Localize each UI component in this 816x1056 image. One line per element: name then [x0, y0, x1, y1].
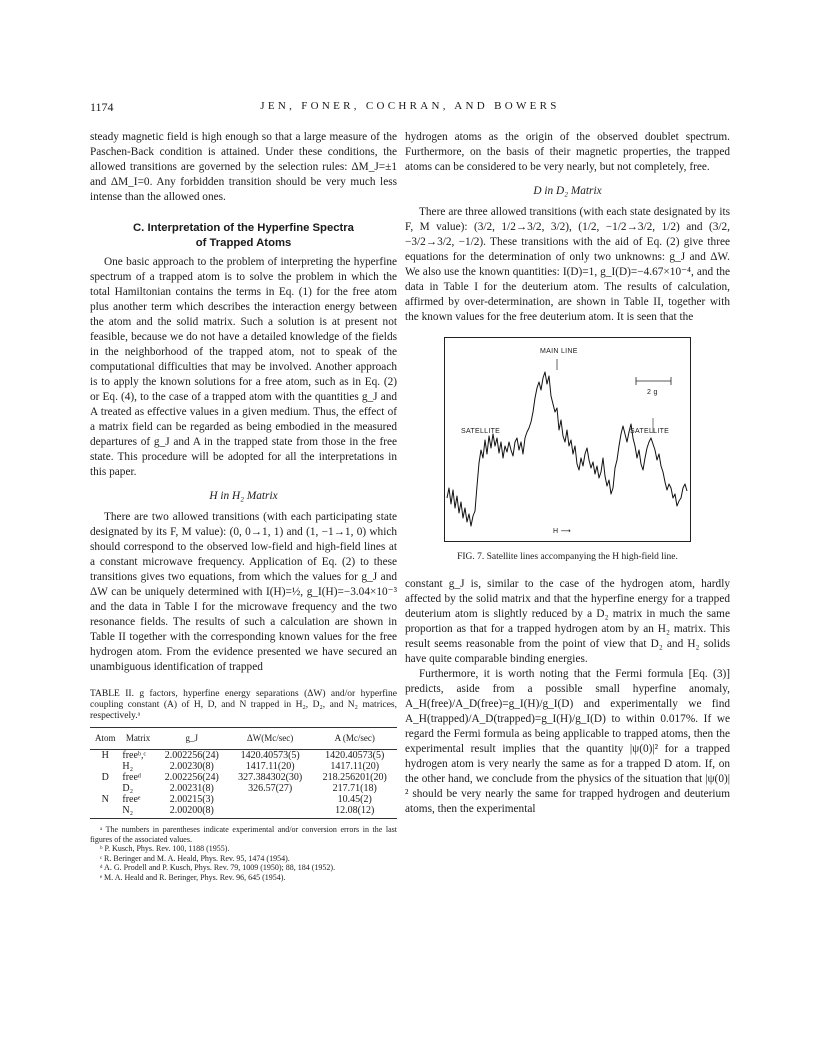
table-row — [90, 772, 397, 783]
table-cell: 1420.40573(5) — [240, 750, 300, 761]
header-a: A (Mc/sec) — [312, 728, 397, 750]
table-caption: TABLE II. g factors, hyperfine energy separations (ΔW) and/or hyperfine coupling constant (A) of H, D, and N trapped in H₂, D₂, and N₂ matrices, respectively.ᵃ — [90, 689, 397, 721]
table-cell — [228, 805, 313, 819]
footnote: ᶜ R. Beringer and M. A. Heald, Phys. Rev. 95, 1474 (1954). — [100, 853, 290, 863]
table-row — [90, 794, 397, 805]
table-cell: 2.00231(8) — [169, 783, 214, 794]
footnote: ᵃ The numbers in parentheses indicate experimental and/or conversion errors in the last figures of the associated values. — [90, 825, 397, 844]
data-table — [90, 727, 397, 819]
section-heading-line-2: of Trapped Atoms — [195, 237, 292, 249]
label-satellite-left: SATELLITE — [461, 428, 501, 435]
table-cell: H₂ — [122, 761, 134, 772]
table-row — [90, 783, 397, 794]
paragraph-paschen-back: steady magnetic field is high enough so that a large measure of the Paschen-Back condition is attained. Under these conditions, the allowed transitions are governed by the selection rules: ΔM_J=±1 and ΔM_I=0. Any forbidden transition should be very much less intense than the allowed ones. — [90, 131, 397, 203]
table-cell: D₂ — [122, 783, 134, 794]
footnote: ᵉ M. A. Heald and R. Beringer, Phys. Rev. 96, 645 (1954). — [100, 872, 286, 882]
footnote: ᵇ P. Kusch, Phys. Rev. 100, 1188 (1955). — [100, 844, 230, 853]
label-field-direction: H ⟶ — [553, 528, 571, 535]
header-delta-w: ΔW(Mc/sec) — [228, 728, 313, 750]
table-row — [90, 750, 397, 762]
paragraph-doublet: hydrogen atoms as the origin of the observed doublet spectrum. Furthermore, on the basis of their magnetic properties, the trapped atoms can be considered to be very nearly, but not completely, free. — [405, 131, 730, 173]
table-cell: 2.00215(3) — [169, 794, 214, 805]
table-cell: freeᵇ,ᶜ — [122, 750, 147, 761]
table-cell: 1420.40573(5) — [325, 750, 385, 761]
table-cell: 2.00230(8) — [169, 761, 214, 772]
table-cell: 2.002256(24) — [164, 772, 219, 783]
right-column — [405, 130, 730, 817]
paragraph-interpretation: One basic approach to the problem of interpreting the hyperfine spectrum of a trapped atom is to solve the problem in which the total Hamiltonian contains the terms in Eq. (1) for the free atom plus another term which describes the interaction energy between the atom and the solid matrix. Such a solution is at present not feasible, because we do not have a detailed knowledge of the fields in the neighborhood of the trapped atom, not to speak of the computational difficulties that may be involved. Another approach is to apply the known solutions for a free atom, such as in Eq. (2) or Eq. (4), to the case of a trapped atom with the quantities g_J and A treated as effective values in a given medium. Thus, the effect of a matrix field can be regarded as being embodied in the measured departures of g_J and A in the trapped state from those in the free state. This procedure will be adopted for all the interpretations in this paper. — [90, 256, 397, 478]
header-gj: g_J — [156, 728, 228, 750]
table-cell: 1417.11(20) — [245, 761, 295, 772]
label-main-line: MAIN LINE — [540, 348, 578, 355]
table-cell — [90, 783, 120, 794]
paragraph-coupling-constant: constant g_J is, similar to the case of the hydrogen atom, hardly affected by the solid matrix and that the hyperfine energy for a trapped deuterium atom is slightly reduced by a D₂ matrix in much the same proportion as that for a trapped hydrogen atom by an H₂ matrix. This result seems reasonable from the point of view that D₂ and H₂ solids have quite comparable binding energies. — [405, 578, 730, 665]
table-cell: 2.002256(24) — [164, 750, 219, 761]
table-footnotes — [90, 825, 397, 882]
left-column — [90, 130, 397, 882]
table-cell — [90, 761, 120, 772]
table-row — [90, 805, 397, 819]
table-cell: 326.57(27) — [248, 783, 293, 794]
table-cell: 2.00200(8) — [156, 805, 228, 819]
table-cell: 12.08(12) — [312, 805, 397, 819]
spectrum-trace-graphic — [445, 338, 690, 541]
table-cell: 10.45(2) — [337, 794, 372, 805]
table-cell — [228, 794, 313, 805]
table-cell: 327.384302(30) — [238, 772, 303, 783]
table-row — [90, 761, 397, 772]
table-cell: 1417.11(20) — [330, 761, 380, 772]
label-satellite-right: SATELLITE — [630, 428, 670, 435]
table-cell: 217.71(18) — [332, 783, 377, 794]
section-heading — [90, 221, 397, 251]
table-cell: D — [101, 772, 109, 783]
table-cell: N₂ — [120, 805, 155, 819]
label-scale: 2 g — [647, 389, 658, 396]
paragraph-h-transitions: There are two allowed transitions (with each participating state designated by its F, M value): (0, 0→1, 1) and (1, −1→1, 0) which should correspond to the observed low-field and high-field lines at a constant microwave frequency. Application of Eq. (2) to these transitions gives two equations, from which the values for g_J and ΔW can be uniquely determined with I(H)=½, g_I(H)=−3.04×10⁻³ and the data in Table I for the microwave frequency and the two resonance fields. The results of such a calculation are shown in Table II together with the corresponding known values for the free hydrogen atom. From the evidence presented we have secured an unambiguous identification of trapped — [90, 511, 397, 673]
header-matrix: Matrix — [120, 728, 155, 750]
section-heading-line-1: C. Interpretation of the Hyperfine Spectra — [133, 222, 354, 234]
paragraph-fermi-formula: Furthermore, it is worth noting that the Fermi formula [Eq. (3)] predicts, aside from a possible small hyperfine anomaly, A_H(free)/A_D(free)=g_I(H)/g_I(D) and experimentally we find A_H(trapped)/A_D(trapped)=g_I(H)/g_I(D) to within 0.017%. If we regard the Fermi formula as being applicable to trapped atoms, then the experimental result implies that the quantity |ψ(0)|² for a trapped hydrogen atom is very nearly the same as for a trapped D atom. If, on the other hand, we conclude from the physics of the situation that |ψ(0)|² should be very nearly the same for trapped hydrogen and deuterium atoms, then the experimental — [405, 668, 730, 815]
figure-satellite-lines — [444, 337, 691, 542]
table-cell — [90, 805, 120, 819]
table-cell: 218.256201(20) — [322, 772, 387, 783]
running-header — [90, 100, 730, 116]
figure-caption: FIG. 7. Satellite lines accompanying the H high-field line. — [457, 552, 678, 562]
footnote: ᵈ A. G. Prodell and P. Kusch, Phys. Rev. 79, 1009 (1950); 88, 184 (1952). — [100, 863, 336, 872]
paragraph-d-transitions: There are three allowed transitions (with each state designated by its F, M value): (3/2, 1/2→3/2, 3/2), (1/2, −1/2→3/2, 1/2) and (3/2, −3/2→3/2, −1/2). These transitions with the aid of Eq. (2) give three equations for the determination of only two unknowns: g_J and ΔW. We also use the known quantities: I(D)=1, g_I(D)=−4.67×10⁻⁴, and the data in Table I for the deuterium atom. The results of calculation, affirmed by over-determination, are shown in Table II, together with the known values for the free deuterium atom. It is seen that the — [405, 206, 730, 323]
header-atom: Atom — [90, 728, 120, 750]
table-header-row — [90, 728, 397, 750]
table-cell: N — [101, 794, 109, 805]
table-cell: freeᵈ — [122, 772, 142, 783]
page-number: 1174 — [90, 100, 114, 114]
subheading-d-in-d2: D in D₂ Matrix — [533, 185, 602, 197]
subheading-h-in-h2: H in H₂ Matrix — [209, 490, 278, 502]
running-title-authors: JEN, FONER, COCHRAN, AND BOWERS — [260, 100, 560, 112]
table-cell: freeᵉ — [122, 794, 141, 805]
table-cell: H — [101, 750, 109, 761]
